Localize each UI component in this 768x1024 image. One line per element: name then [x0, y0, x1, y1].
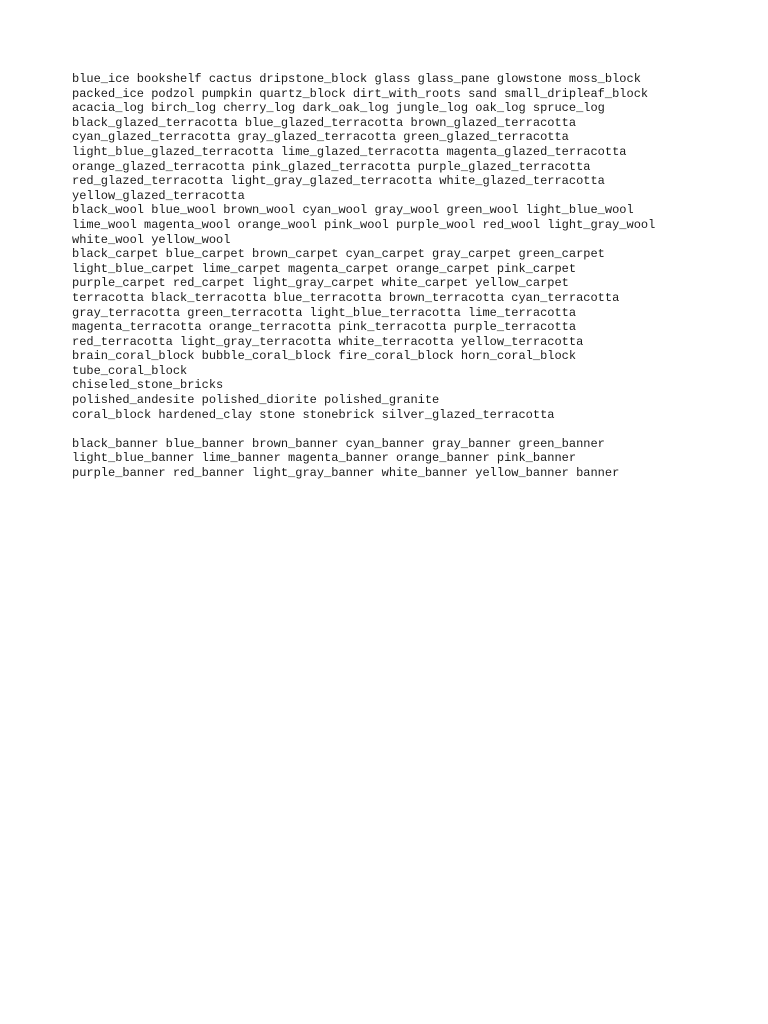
text-line: magenta_terracotta orange_terracotta pink_terracotta purple_terracotta	[72, 320, 577, 335]
text-line: terracotta black_terracotta blue_terracotta brown_terracotta cyan_terracotta	[72, 290, 620, 305]
text-line: black_wool blue_wool brown_wool cyan_wool gray_wool green_wool light_blue_wool	[72, 203, 634, 218]
text-line: chiseled_stone_bricks	[72, 378, 224, 393]
text-line: light_blue_glazed_terracotta lime_glazed_terracotta magenta_glazed_terracotta	[72, 144, 627, 159]
text-line: light_blue_banner lime_banner magenta_banner orange_banner pink_banner	[72, 451, 577, 466]
text-line: cyan_glazed_terracotta gray_glazed_terracotta green_glazed_terracotta	[72, 130, 569, 145]
text-line: coral_block hardened_clay stone stonebrick silver_glazed_terracotta	[72, 407, 555, 422]
text-line: light_blue_carpet lime_carpet magenta_carpet orange_carpet pink_carpet	[72, 261, 577, 276]
text-line: black_glazed_terracotta blue_glazed_terracotta brown_glazed_terracotta	[72, 115, 577, 130]
text-line: black_banner blue_banner brown_banner cyan_banner gray_banner green_banner	[72, 436, 605, 451]
text-line: red_terracotta light_gray_terracotta white_terracotta yellow_terracotta	[72, 334, 584, 349]
text-line: tube_coral_block	[72, 363, 188, 378]
text-line: white_wool yellow_wool	[72, 232, 231, 247]
text-line: lime_wool magenta_wool orange_wool pink_wool purple_wool red_wool light_gray_wool	[72, 217, 656, 232]
document-page	[72, 72, 712, 481]
text-line: packed_ice podzol pumpkin quartz_block dirt_with_roots sand small_dripleaf_block	[72, 86, 649, 101]
text-line: orange_glazed_terracotta pink_glazed_terracotta purple_glazed_terracotta	[72, 159, 591, 174]
text-line: acacia_log birch_log cherry_log dark_oak_log jungle_log oak_log spruce_log	[72, 101, 605, 116]
text-line: purple_carpet red_carpet light_gray_carpet white_carpet yellow_carpet	[72, 276, 569, 291]
text-line: brain_coral_block bubble_coral_block fire_coral_block horn_coral_block	[72, 349, 577, 364]
text-line: black_carpet blue_carpet brown_carpet cyan_carpet gray_carpet green_carpet	[72, 247, 605, 262]
text-line: yellow_glazed_terracotta	[72, 188, 245, 203]
text-line: blue_ice bookshelf cactus dripstone_block glass glass_pane glowstone moss_block	[72, 72, 641, 86]
text-line: red_glazed_terracotta light_gray_glazed_terracotta white_glazed_terracotta	[72, 174, 605, 189]
blank-line	[72, 422, 712, 437]
text-line: polished_andesite polished_diorite polished_granite	[72, 393, 440, 408]
text-line: gray_terracotta green_terracotta light_blue_terracotta lime_terracotta	[72, 305, 577, 320]
text-line: purple_banner red_banner light_gray_banner white_banner yellow_banner banner	[72, 466, 620, 481]
